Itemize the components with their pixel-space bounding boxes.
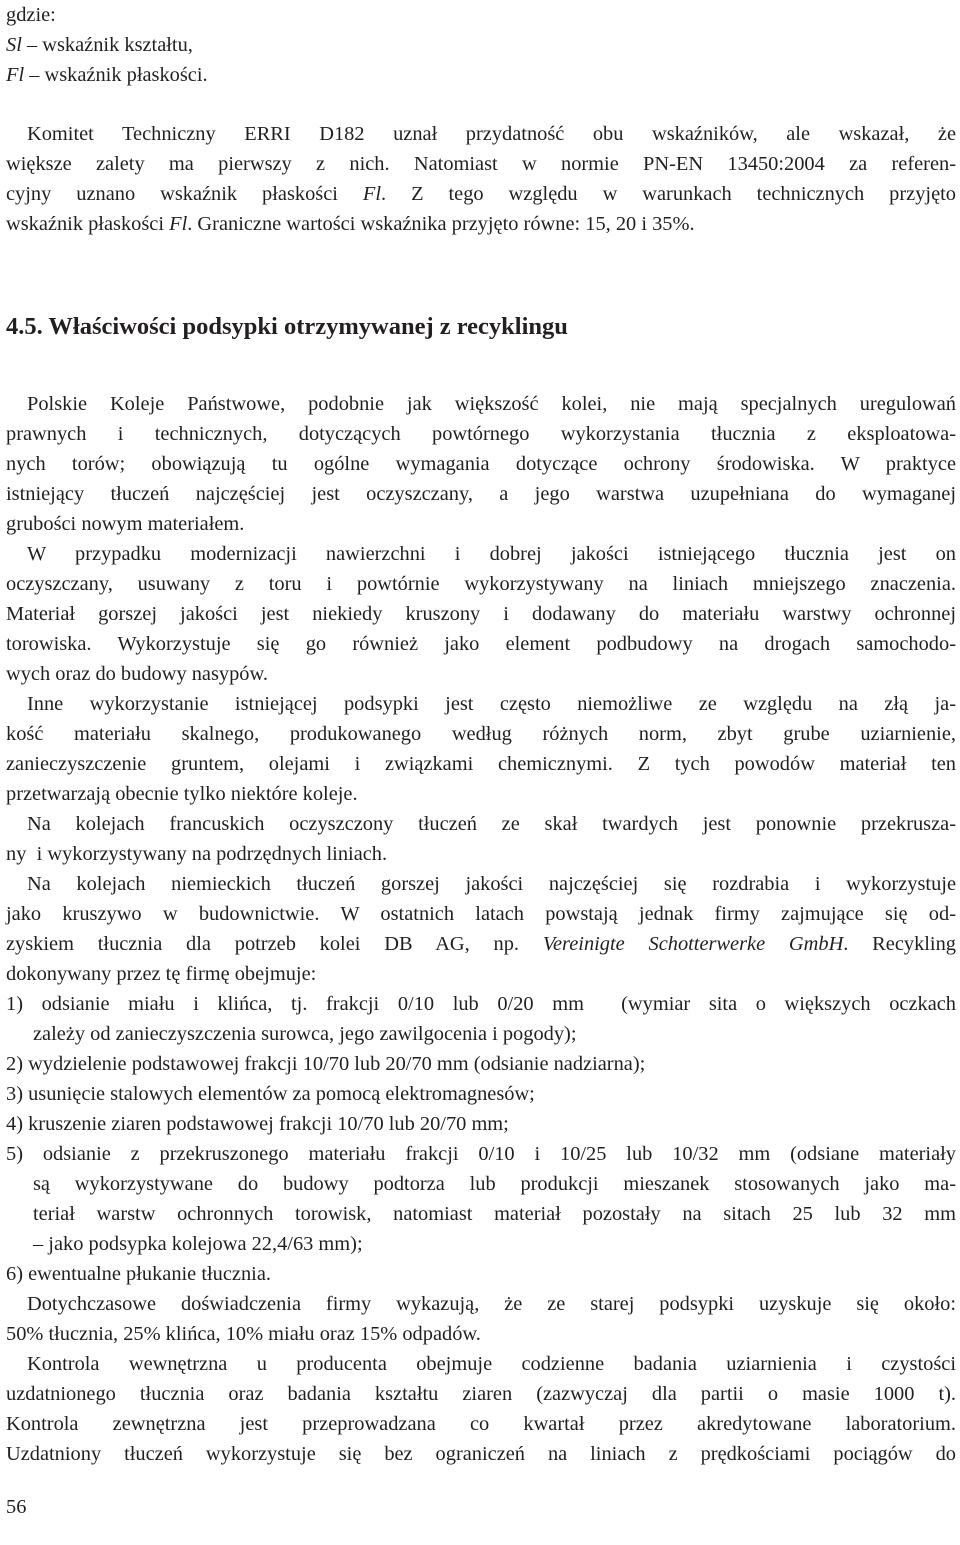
company-name: Vereinigte Schotterwerke GmbH xyxy=(542,933,844,955)
text-line: Materiał gorszej jakości jest niekiedy kruszony i dodawany do materiału warstwy ochronnej xyxy=(6,603,956,625)
text-line: przetwarzają obecnie tylko niektóre koleje. xyxy=(6,783,358,805)
paragraph xyxy=(6,539,956,689)
text-line: nych torów; obowiązują tu ogólne wymagania dotyczące ochrony środowiska. W praktyce xyxy=(6,453,956,475)
text-line: wych oraz do budowy nasypów. xyxy=(6,663,269,685)
paragraph xyxy=(6,1289,956,1349)
definition-fl xyxy=(6,60,956,90)
list-item: 5) odsianie z przekruszonego materiału frakcji 0/10 i 10/25 lub 10/32 mm (odsiane materiały xyxy=(6,1143,956,1165)
definition-sl xyxy=(6,30,956,60)
list-item: 6) ewentualne płukanie tłucznia. xyxy=(6,1263,271,1285)
definitions-block xyxy=(6,0,956,90)
paragraph xyxy=(6,809,956,869)
paragraph xyxy=(6,689,956,809)
text-line: Polskie Koleje Państwowe, podobnie jak większość kolei, nie mają specjalnych uregulowań xyxy=(27,393,956,415)
text-line: oczyszczany, usuwany z toru i powtórnie wykorzystywany na liniach mniejszego znaczenia. xyxy=(6,573,956,595)
section-heading: 4.5. Właściwości podsypki otrzymywanej z recyklingu xyxy=(6,313,568,340)
text-line: prawnych i technicznych, dotyczących powtórnego wykorzystania tłucznia z eksploatowa- xyxy=(6,423,956,445)
text-line: dokonywany przez tę firmę obejmuje: xyxy=(6,963,317,985)
page-number: 56 xyxy=(6,1496,27,1518)
text-line: Inne wykorzystanie istniejącej podsypki jest często niemożliwe ze względu na złą ja- xyxy=(27,693,956,715)
text-line: istniejący tłuczeń najczęściej jest oczyszczany, a jego warstwa uzupełniana do wymaganej xyxy=(6,483,956,505)
text-line: Kontrola wewnętrzna u producenta obejmuje codzienne badania uziarnienia i czystości xyxy=(27,1353,956,1375)
definition-sl-text: – wskaźnik kształtu, xyxy=(21,34,193,56)
document-page xyxy=(6,0,956,1469)
list-item-continuation: zależy od zanieczyszczenia surowca, jego zawilgocenia i pogody); xyxy=(33,1023,577,1045)
text-line: uzdatnionego tłucznia oraz badania kształtu ziaren (zazwyczaj dla partii o masie 1000 t). xyxy=(6,1383,956,1405)
text-line: cyjny uznano wskaźnik płaskości Fl. Z tego względu w warunkach technicznych przyjęto xyxy=(6,183,956,205)
text-line: ny i wykorzystywany na podrzędnych liniach. xyxy=(6,843,388,865)
text-line: zyskiem tłucznia dla potrzeb kolei DB AG, np. Vereinigte Schotterwerke GmbH. Recykling xyxy=(6,933,956,955)
text-line: Na kolejach francuskich oczyszczony tłuczeń ze skał twardych jest ponownie przekrusza- xyxy=(27,813,956,835)
erri-paragraph xyxy=(6,119,956,239)
text-line: jako kruszywo w budownictwie. W ostatnich latach powstają jednak firmy zajmujące się od- xyxy=(6,903,956,925)
text-line: Dotychczasowe doświadczenia firmy wykazują, że ze starej podsypki uzyskuje się około: xyxy=(27,1293,956,1315)
text-line: Na kolejach niemieckich tłuczeń gorszej jakości najczęściej się rozdrabia i wykorzystuje xyxy=(27,873,956,895)
text-line: W przypadku modernizacji nawierzchni i dobrej jakości istniejącego tłucznia jest on xyxy=(27,543,956,565)
text-line: wskaźnik płaskości Fl. Graniczne wartości wskaźnika przyjęto równe: 15, 20 i 35%. xyxy=(6,213,695,235)
text-line: Kontrola zewnętrzna jest przeprowadzana co kwartał przez akredytowane laboratorium. xyxy=(6,1413,956,1435)
list-item: 2) wydzielenie podstawowej frakcji 10/70 lub 20/70 mm (odsianie nadziarna); xyxy=(6,1053,646,1075)
text-line: zanieczyszczenie gruntem, olejami i związkami chemicznymi. Z tych powodów materiał ten xyxy=(6,753,956,775)
where-label: gdzie: xyxy=(6,4,56,26)
paragraph xyxy=(6,389,956,539)
list-item-continuation: – jako podsypka kolejowa 22,4/63 mm); xyxy=(33,1233,363,1255)
definition-fl-text: – wskaźnik płaskości. xyxy=(24,64,208,86)
list-item: 4) kruszenie ziaren podstawowej frakcji 10/70 lub 20/70 mm; xyxy=(6,1113,509,1135)
list-item-continuation: teriał warstw ochronnych torowisk, natomiast materiał pozostały na sitach 25 lub 32 mm xyxy=(33,1203,956,1225)
section-body xyxy=(6,389,956,1469)
symbol-fl: Fl xyxy=(6,64,25,86)
list-item-continuation: są wykorzystywane do budowy podtorza lub produkcji mieszanek stosowanych jako ma- xyxy=(33,1173,956,1195)
paragraph xyxy=(6,869,956,989)
text-line: Uzdatniony tłuczeń wykorzystuje się bez ograniczeń na liniach z prędkościami pociągów do xyxy=(6,1443,956,1465)
text-line: torowiska. Wykorzystuje się go również jako element podbudowy na drogach samochodo- xyxy=(6,633,956,655)
text-line: 50% tłucznia, 25% klińca, 10% miału oraz 15% odpadów. xyxy=(6,1323,481,1345)
paragraph xyxy=(6,1349,956,1469)
list-item: 3) usunięcie stalowych elementów za pomocą elektromagnesów; xyxy=(6,1083,535,1105)
text-line: większe zalety ma pierwszy z nich. Natomiast w normie PN-EN 13450:2004 za referen- xyxy=(6,153,956,175)
text-line: Komitet Techniczny ERRI D182 uznał przydatność obu wskaźników, ale wskazał, że xyxy=(27,123,956,145)
text-line: grubości nowym materiałem. xyxy=(6,513,245,535)
numbered-list xyxy=(6,989,956,1289)
symbol-sl: Sl xyxy=(6,34,22,56)
list-item: 1) odsianie miału i klińca, tj. frakcji 0/10 lub 0/20 mm (wymiar sita o większych oczkach xyxy=(6,993,956,1015)
text-line: kość materiału skalnego, produkowanego według różnych norm, zbyt grube uziarnienie, xyxy=(6,723,956,745)
